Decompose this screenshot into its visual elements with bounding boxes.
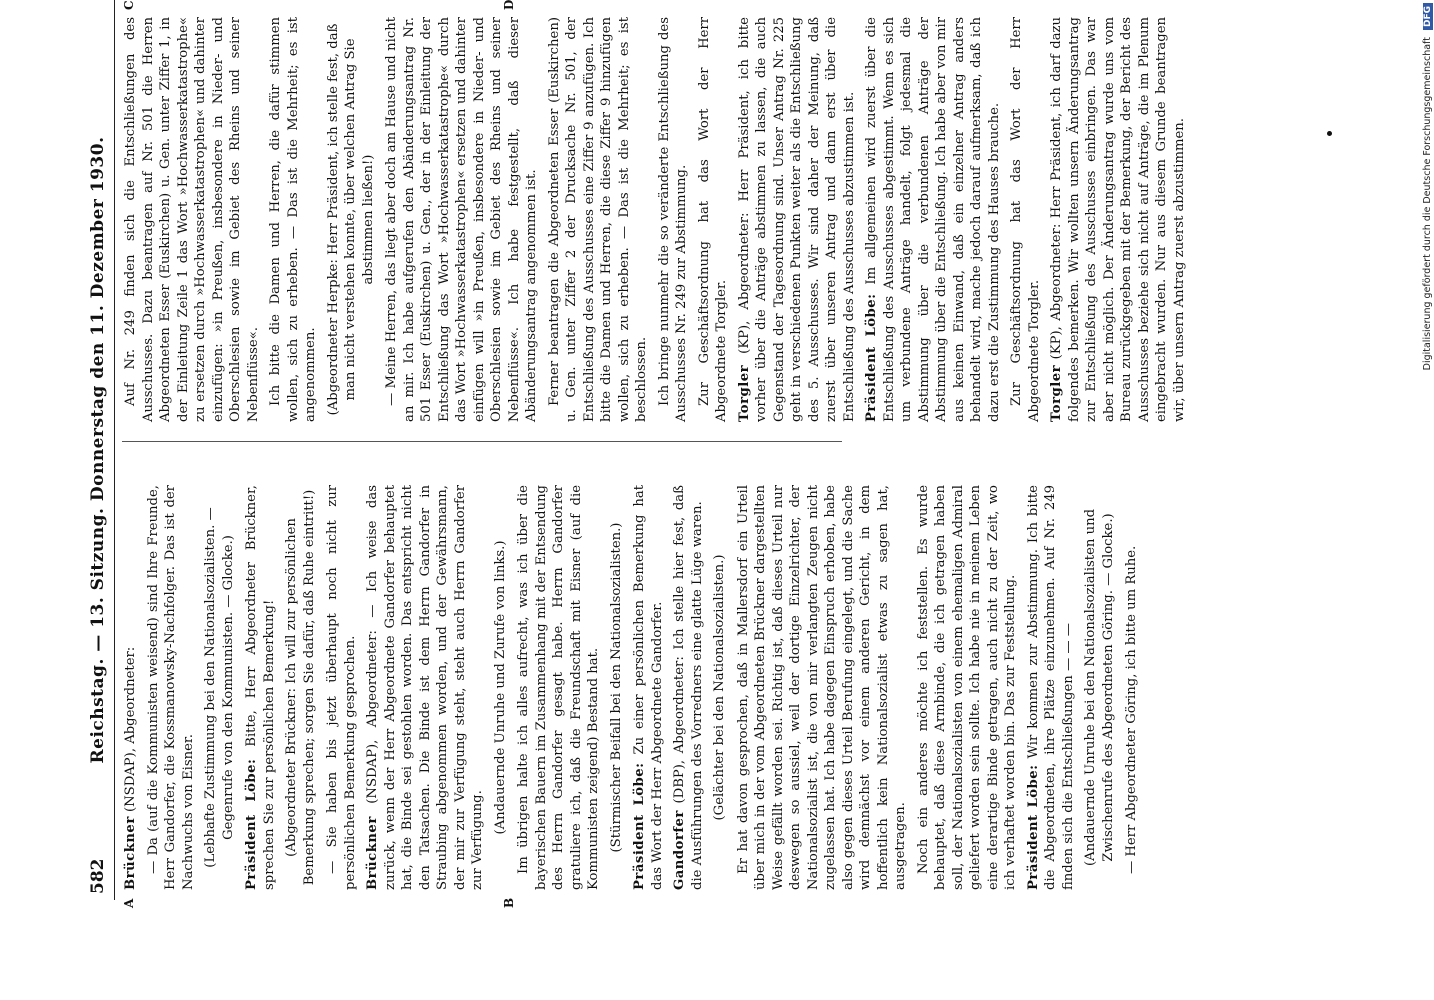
speaker-name: Präsident Löbe: <box>864 293 879 422</box>
paragraph <box>546 17 651 422</box>
paragraph-text: — Meine Herren, das liegt aber doch am Hause und nicht an mir. Ich habe aufgerufen den Abänderungsantrag Nr. 501 Esser (Euskirchen) u. Gen., der in der Einleitung der Entschließung das Wort »Hochwasserkatastrophe« durch das Wort »Hochwasserkatastrophen« ersetzen und dahinter einfügen will »in Preußen, insbesondere in Nieder- und Oberschlesien sowie im Gebiet des Rheins und seiner Nebenflüsse«. Ich habe festgestellt, daß dieser Abänderungsantrag angenommen ist. <box>384 17 539 422</box>
speaker-name: Torgler <box>1049 364 1064 422</box>
paragraph <box>656 17 691 422</box>
paragraph <box>243 485 278 890</box>
column-divider <box>122 441 842 442</box>
paragraph <box>671 485 706 890</box>
paragraph <box>324 485 359 890</box>
stage-direction: (Andauernde Unruhe und Zurufe von links.) <box>492 540 508 835</box>
credit-text: Digitalisierung gefördert durch die Deutsche Forschungsgemeinschaft <box>1422 37 1433 371</box>
paragraph <box>515 485 603 890</box>
stage-direction: (Abgeordneter Herpke: Herr Präsident, ich stelle fest, daß man nicht verstehen konnte, über welchen Antrag Sie abstimmen ließen!) <box>325 23 376 416</box>
paragraph-text: (NSDAP), Abgeordneter: <box>123 646 138 813</box>
paragraph <box>1048 17 1188 422</box>
speaker-name: Präsident Löbe: <box>632 762 647 890</box>
paragraph-text: Noch ein anderes möchte ich feststellen. Es wurde behauptet, daß diese Armbinde, die ich getragen haben soll, der Nationalsozialisten von einem ehemaligen Admiral geliefert worden sein sollte. Ich habe nie in meinem Leben eine derartige Binde getragen, auch nicht zu der Zeit, wo ich verhaftet worden bin. Das zur Feststellung. <box>915 485 1018 890</box>
paragraph-text: Ferner beantragen die Abgeordneten Esser (Euskirchen) u. Gen. unter Ziffer 2 der Drucksache Nr. 501, der Entschließung des Ausschusses eine Ziffer 9 anzufügen. Ich bitte die Damen und Herren, die diese Ziffer 9 hinzufügen wollen, sich zu erheben. — Das ist die Mehrheit; es ist beschlossen. <box>546 17 649 422</box>
paragraph <box>863 17 1003 422</box>
paragraph <box>1123 485 1141 890</box>
page-number: 582 <box>88 858 108 894</box>
paragraph-text: (KP), Abgeordneter: Herr Präsident, ich bitte vorher über die Anträge abstimmen zu lassen, die auch Gegenstand der Tagesordnung sind. Unser Antrag Nr. 225 geht in verschiedenen Punkten weiter als die Entschließung des 5. Ausschusses. Wir sind daher der Meinung, daß zuerst über unseren Antrag und dann erst über die Entschließung des Ausschusses abzustimmen ist. <box>736 17 857 422</box>
digitization-credit <box>1418 8 1434 998</box>
paragraph-text: Wir kommen zur Abstimmung. Ich bitte die Abgeordneten, ihre Plätze einzunehmen. Auf Nr. 249 finden sich die Entschließungen — — — <box>1025 485 1076 890</box>
margin-mark-c: C <box>122 0 136 10</box>
page-title: Reichstag. — 13. Sitzung. Donnerstag den 11. Dezember 1930. <box>88 136 108 764</box>
paragraph-text: (KP), Abgeordneter: Herr Präsident, ich darf dazu folgendes bemerken. Wir wollten unsern Änderungsantrag zur Entschließung des Ausschusses einbringen. Das war aber nicht möglich. Der Änderungsantrag wurde uns vom Bureau zurückgegeben mit der Bemerkung, der Bericht des Ausschusses beziehe sich nicht auf Anträge, die im Plenum eingebracht wurden. Nur aus diesem Grunde beantragen wir, über unsern Antrag zuerst abzustimmen. <box>1049 17 1187 422</box>
paragraph <box>736 17 859 422</box>
paragraph <box>145 485 198 890</box>
speaker-name: Brückner <box>365 816 380 890</box>
paragraph <box>631 485 666 890</box>
paragraph <box>735 485 910 890</box>
paragraph <box>1025 485 1078 890</box>
ink-dot <box>1327 131 1332 136</box>
speaker-name: Torgler <box>736 364 752 422</box>
paragraph-text: Ich bringe nunmehr die so veränderte Entschließung des Ausschusses Nr. 249 zur Abstimmung. <box>656 17 689 422</box>
paragraph <box>696 17 731 422</box>
paragraph <box>122 17 262 422</box>
paragraph-text: Zur Geschäftsordnung hat das Wort der Herr Abgeordnete Torgler. <box>696 17 729 422</box>
margin-mark-b: B <box>502 897 516 908</box>
speaker-name: Gandorfer <box>672 810 687 890</box>
dfg-logo: DFG <box>1423 3 1433 30</box>
paragraph-text: Ich bitte die Damen und Herren, die dafür stimmen wollen, sich zu erheben. — Das ist die Mehrheit; es ist angenommen. <box>268 17 318 422</box>
stage-direction: (Stürmischer Beifall bei den Nationalsozialisten.) <box>608 522 624 853</box>
stage-direction: (Lebhafte Zustimmung bei den Nationalsozialisten. — Gegenrufe von den Kommunisten. — Glocke.) <box>203 507 236 868</box>
rotated-page-content <box>82 0 1187 908</box>
paragraph-text: (DBP), Abgeordneter: Ich stelle hier fest, daß die Ausführungen des Vorredners eine glatte Lüge waren. <box>672 485 705 890</box>
paragraph <box>364 485 487 890</box>
stage-direction: (Abgeordneter Brückner: Ich will zur persönlichen Bemerkung sprechen; sorgen Sie dafür, daß Ruhe eintritt!) <box>284 489 317 886</box>
paragraph <box>383 17 541 422</box>
paragraph-text: — Sie haben bis jetzt überhaupt noch nicht zur persönlichen Bemerkung gesprochen. <box>325 485 358 890</box>
paragraph-text: Im übrigen halte ich alles aufrecht, was ich über die bayerischen Bauern im Zusammenhang mit der Entsendung des Herrn Gandorfer gesagt habe. Herrn Gandorfer gratuliere ich, daß die Freundschaft mit Eisner (auf die Kommunisten zeigend) Bestand hat. <box>516 485 601 890</box>
paragraph <box>915 485 1020 890</box>
right-column <box>122 17 1193 422</box>
margin-mark-d: D <box>502 0 516 10</box>
paragraph <box>122 485 140 890</box>
paragraph <box>267 17 320 422</box>
margin-mark-a: A <box>122 898 136 908</box>
paragraph <box>1008 17 1043 422</box>
stage-direction: (Gelächter bei den Nationalsozialisten.) <box>712 554 727 821</box>
document-page <box>82 0 1187 1000</box>
page-header <box>82 0 115 900</box>
paragraph-text: — Herr Abgeordneter Göring, ich bitte um Ruhe. <box>1124 545 1139 874</box>
paragraph-text: Bitte, Herr Abgeordneter Brückner, sprechen Sie zur persönlichen Bemerkung! <box>244 485 277 890</box>
paragraph-text: Auf Nr. 249 finden sich die Entschließungen des Ausschusses. Dazu beantragen auf Nr. 501 die Herren Abgeordneten Esser (Euskirchen) u. Gen. unter Ziffer 1, in der Einleitung Zeile 1 das Wort »Hochwasserkatastrophe« zu ersetzen durch »Hochwasserkatastrophen« und dahinter einzufügen: »in Preußen, insbesondere in Nieder- und Oberschlesien sowie im Gebiet des Rheins und seiner Nebenflüsse«. <box>123 17 261 422</box>
speaker-name: Präsident Löbe: <box>1025 764 1041 890</box>
paragraph-text: (NSDAP), Abgeordneter: — Ich weise das zurück, wenn der Herr Abgeordnete Gandorfer behauptet hat, die Binde sei gestohlen worden. Das entspricht nicht den Tatsachen. Die Binde ist dem Herrn Gandorfer in Straubing abgenommen worden, und der Gewährsmann, der mir zur Verfügung steht, steht auch Herrn Gandorfer zur Verfügung. <box>365 485 485 890</box>
paragraph-text: Zu einer persönlichen Bemerkung hat das Wort der Herr Abgeordnete Gandorfer. <box>632 485 665 890</box>
speaker-name: Präsident Löbe: <box>244 758 259 890</box>
paragraph-text: Im allgemeinen wird zuerst über die Entschließung des Ausschusses abgestimmt. Wenn es sich um verbundene Anträge handelt, folgt jedesmal die Abstimmung über die verbundenen Anträge der Abstimmung über die Entschließung. Ich habe aber von mir aus keinen Einwand, daß ein einzelner Antrag anders behandelt wird, mache jedoch darauf aufmerksam, daß ich dazu erst die Zustimmung des Hauses brauche. <box>864 17 1002 422</box>
paragraph-text: Zur Geschäftsordnung hat das Wort der Herr Abgeordnete Torgler. <box>1009 17 1042 422</box>
stage-direction: (Andauernde Unruhe bei den Nationalsozialisten und Zwischenrufe des Abgeordneten Göring. — Glocke.) <box>1083 508 1116 867</box>
left-column <box>122 485 1146 890</box>
speaker-name: Brückner <box>123 816 138 890</box>
paragraph-text: — Da (auf die Kommunisten weisend) sind Ihre Freunde, Herr Gandorfer, die Kossmanowsky-Nachfolger. Das ist der Nachwuchs von Eisner. <box>145 485 196 890</box>
paragraph-text: Er hat davon gesprochen, daß in Mallersdorf ein Urteil über mich in der vom Abgeordneten Brückner dargestellten Weise gefällt worden sei. Richtig ist, daß dieses Urteil nur deswegen so aussiel, weil der dortige Einzelrichter, der Nationalsozialist ist, die von mir verlangten Zeugen nicht zugelassen hat. Ich habe dagegen Einspruch erhoben, habe also gegen dieses Urteil Berufung eingelegt, und die Sache wird demnächst vor einem anderen Gericht, in dem hoffentlich kein Nationalsozialist etwas zu sagen hat, ausgetragen. <box>735 485 908 890</box>
